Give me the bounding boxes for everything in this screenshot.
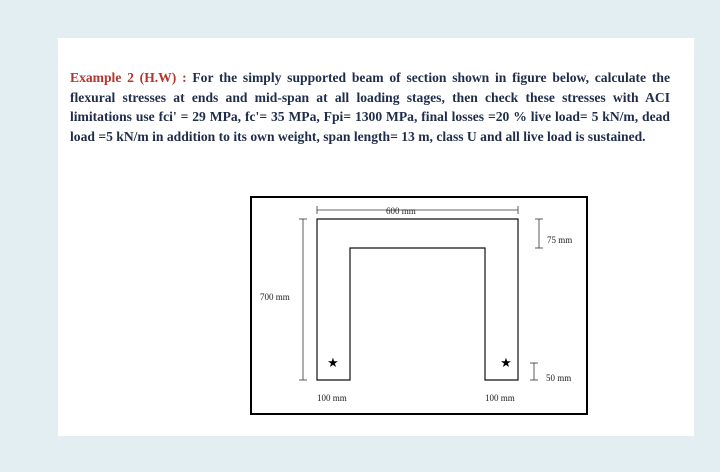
example-heading: Example 2 (H.W) : [70, 70, 187, 85]
problem-text: For the simply supported beam of section shown in figure below, calculate the flexural stresses at ends and mid-span at all loading stages, then check these stresses with ACI limitations use fci' = 29 MPa, fc'= 35 MPa, Fpi= 1300 MPa, final losses =20 % live load= 5 kN/m, dead load =5 kN/m in addition to its own weight, span length= 13 m, class U and all live load is sustained. [70, 70, 670, 144]
flange-label: 75 mm [547, 235, 573, 245]
height-label: 700 mm [260, 292, 290, 302]
tendon-label: 50 mm [546, 373, 572, 383]
left-web-label: 100 mm [317, 393, 347, 403]
right-web-label: 100 mm [485, 393, 515, 403]
tendon-marker-right: ★ [500, 356, 512, 371]
figure-frame [251, 197, 587, 414]
tendon-marker-left: ★ [327, 356, 339, 371]
width-label: 600 mm [386, 206, 416, 216]
